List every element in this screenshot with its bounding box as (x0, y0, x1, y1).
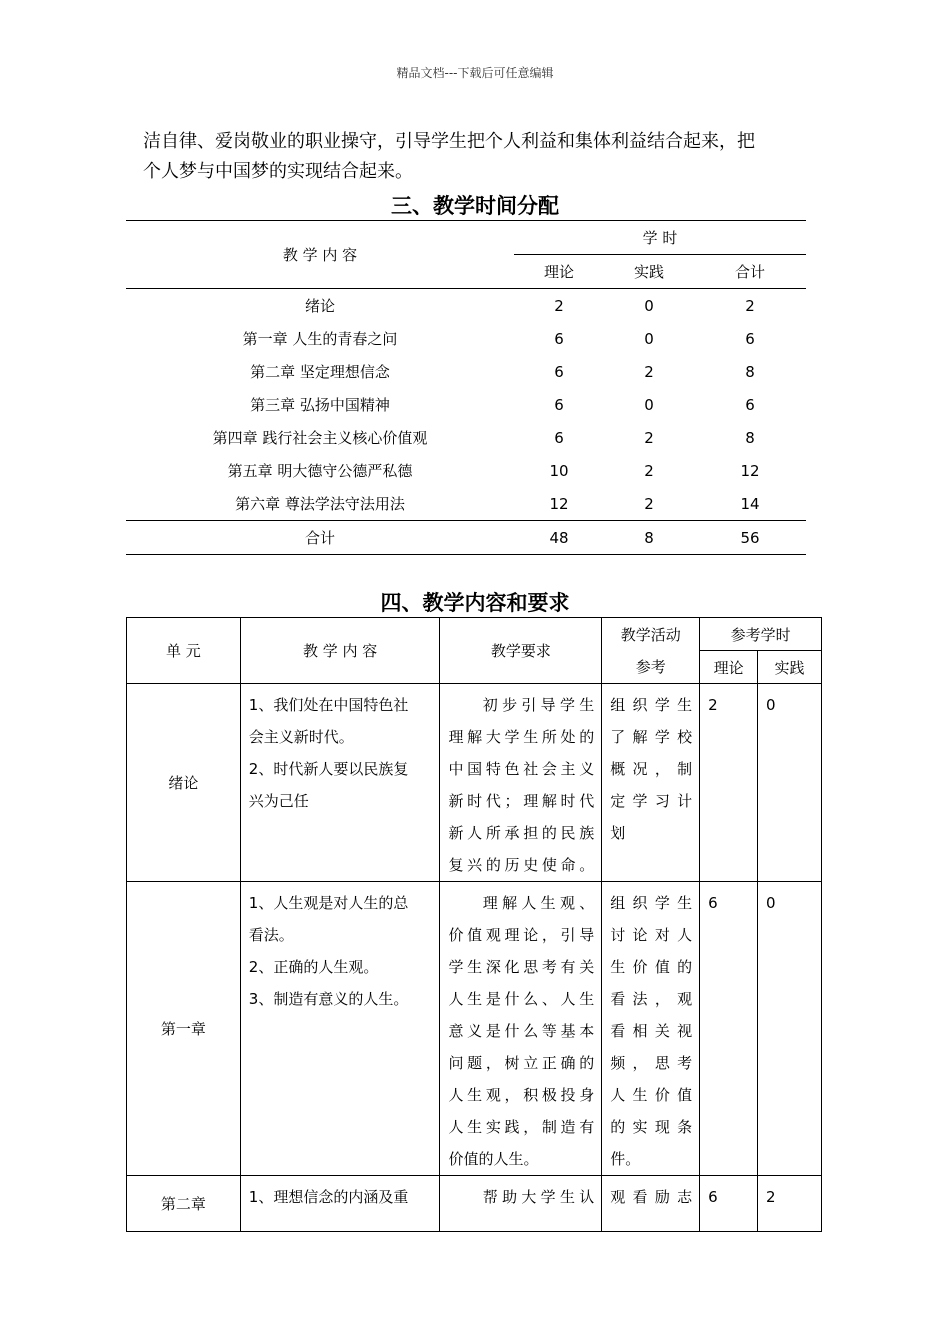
row-practice: 2 (644, 362, 654, 381)
header-unit: 单 元 (127, 618, 241, 684)
practice-cell (758, 684, 822, 882)
row-name: 绪论 (304, 297, 335, 315)
row-name: 第六章 尊法学法守法用法 (235, 495, 405, 513)
theory-value: 2 (708, 696, 718, 714)
header-content: 教 学 内 容 (240, 618, 440, 684)
practice-value: 0 (766, 696, 776, 714)
activity-line: 定学习计 (610, 792, 693, 810)
requirement-line: 初步引导学生 (478, 696, 595, 714)
section4-title: 四、教学内容和要求 (380, 591, 570, 615)
requirement-line: 新时代；理解时代 (448, 792, 595, 810)
header-hours: 学 时 (514, 221, 806, 255)
time-allocation-table (126, 220, 806, 555)
activity-line: 看相关视 (610, 1022, 693, 1040)
activity-line: 讨论对人 (610, 926, 693, 944)
row-total: 2 (745, 296, 755, 315)
row-practice: 2 (644, 461, 654, 480)
header-requirement: 教学要求 (440, 618, 602, 684)
row-theory: 6 (554, 362, 564, 381)
row-theory: 12 (549, 494, 569, 513)
total-row (126, 521, 806, 555)
row-total: 8 (745, 428, 755, 447)
activity-line: 划 (610, 824, 626, 842)
section3-title: 三、教学时间分配 (391, 194, 559, 218)
content-line: 2、正确的人生观。 (248, 958, 379, 976)
requirement-line: 问题，树立正确的 (448, 1054, 595, 1072)
activity-line: 频，思考 (610, 1054, 693, 1072)
unit-cell: 第一章 (127, 882, 241, 1176)
table-row (126, 355, 806, 388)
activity-line: 的实现条 (610, 1118, 693, 1136)
row-name: 第一章 人生的青春之问 (242, 330, 398, 348)
header-practice: 实践 (758, 651, 822, 684)
row-theory: 6 (554, 329, 564, 348)
requirement-line: 价值的人生。 (448, 1150, 539, 1168)
table-row (126, 322, 806, 355)
row-total: 14 (740, 494, 760, 513)
page-header: 精品文档---下载后可任意编辑 (396, 66, 554, 80)
requirement-cell (440, 684, 602, 882)
table-row (126, 421, 806, 454)
activity-line: 件。 (610, 1150, 641, 1168)
requirement-cell (440, 1176, 602, 1232)
table-row (127, 684, 822, 882)
row-total: 12 (740, 461, 760, 480)
theory-cell (700, 1176, 758, 1232)
table-row (127, 1176, 822, 1232)
row-name: 第三章 弘扬中国精神 (250, 396, 390, 414)
activity-line: 概况，制 (610, 760, 693, 778)
content-line: 2、时代新人要以民族复 (248, 760, 409, 778)
unit-cell: 绪论 (127, 684, 241, 882)
requirement-line: 人生实践，制造有 (448, 1118, 595, 1136)
table-row (126, 289, 806, 323)
activity-line: 观看励志 (610, 1188, 693, 1206)
requirement-line: 中国特色社会主义 (448, 760, 595, 778)
row-total: 6 (745, 329, 755, 348)
total-theory: 48 (514, 521, 604, 555)
header-activity (602, 618, 700, 684)
row-name: 第四章 践行社会主义核心价值观 (212, 429, 428, 447)
activity-line: 看法，观 (610, 990, 693, 1008)
total-label: 合计 (126, 521, 514, 555)
header-activity-line: 教学活动 (620, 625, 681, 644)
row-practice: 0 (644, 395, 654, 414)
header-ref-hours: 参考学时 (700, 618, 822, 651)
requirement-line: 复兴的历史使命。 (448, 856, 595, 874)
row-total: 6 (745, 395, 755, 414)
content-line: 会主义新时代。 (248, 728, 354, 746)
table-row (126, 454, 806, 487)
requirement-line: 理解大学生所处的 (448, 728, 595, 746)
content-line: 兴为己任 (248, 792, 309, 810)
header-content: 教 学 内 容 (126, 221, 514, 289)
practice-cell (758, 882, 822, 1176)
unit-cell: 第二章 (127, 1176, 241, 1232)
content-line: 1、人生观是对人生的总 (248, 894, 409, 912)
requirement-line: 理解人生观、 (478, 894, 595, 912)
requirement-cell (440, 882, 602, 1176)
row-theory: 6 (554, 428, 564, 447)
row-name: 第五章 明大德守公德严私德 (227, 462, 413, 480)
practice-cell (758, 1176, 822, 1232)
activity-cell (602, 1176, 700, 1232)
activity-line: 人生价值 (610, 1086, 693, 1104)
theory-cell (700, 684, 758, 882)
activity-cell (602, 882, 700, 1176)
activity-line: 生价值的 (610, 958, 693, 976)
content-cell (240, 882, 440, 1176)
header-total: 合计 (694, 255, 806, 289)
row-practice: 0 (644, 296, 654, 315)
theory-value: 6 (708, 894, 718, 912)
practice-value: 0 (766, 894, 776, 912)
requirement-line: 人生观，积极投身 (448, 1086, 595, 1104)
header-theory: 理论 (700, 651, 758, 684)
teaching-content-table (126, 617, 822, 1232)
theory-value: 6 (708, 1188, 718, 1206)
content-line: 看法。 (248, 926, 294, 944)
requirement-line: 学生深化思考有关 (448, 958, 595, 976)
row-theory: 10 (549, 461, 569, 480)
header-theory: 理论 (514, 255, 604, 289)
activity-line: 组织学生 (610, 894, 693, 912)
activity-line: 了解学校 (610, 728, 693, 746)
intro-line: 个人梦与中国梦的实现结合起来。 (143, 161, 413, 182)
row-total: 8 (745, 362, 755, 381)
table-row (126, 388, 806, 421)
table-row (127, 882, 822, 1176)
row-practice: 2 (644, 494, 654, 513)
content-line: 3、制造有意义的人生。 (248, 990, 409, 1008)
content-line: 1、我们处在中国特色社 (248, 696, 409, 714)
row-practice: 0 (644, 329, 654, 348)
practice-value: 2 (766, 1188, 776, 1206)
theory-cell (700, 882, 758, 1176)
content-line: 1、理想信念的内涵及重 (248, 1188, 409, 1206)
row-theory: 6 (554, 395, 564, 414)
requirement-line: 意义是什么等基本 (448, 1022, 595, 1040)
row-name: 第二章 坚定理想信念 (250, 363, 390, 381)
activity-cell (602, 684, 700, 882)
intro-line: 洁自律、爱岗敬业的职业操守，引导学生把个人利益和集体利益结合起来，把 (143, 131, 755, 152)
requirement-line: 帮助大学生认 (478, 1188, 595, 1206)
requirement-line: 人生是什么、人生 (448, 990, 595, 1008)
requirement-line: 新人所承担的民族 (448, 824, 595, 842)
content-cell (240, 1176, 440, 1232)
total-sum: 56 (694, 521, 806, 555)
total-practice: 8 (604, 521, 694, 555)
header-practice: 实践 (604, 255, 694, 289)
requirement-line: 价值观理论，引导 (448, 926, 595, 944)
content-cell (240, 684, 440, 882)
header-activity-line: 参考 (635, 657, 666, 676)
row-theory: 2 (554, 296, 564, 315)
activity-line: 组织学生 (610, 696, 693, 714)
table-row (126, 487, 806, 521)
row-practice: 2 (644, 428, 654, 447)
intro-paragraph (143, 127, 813, 187)
